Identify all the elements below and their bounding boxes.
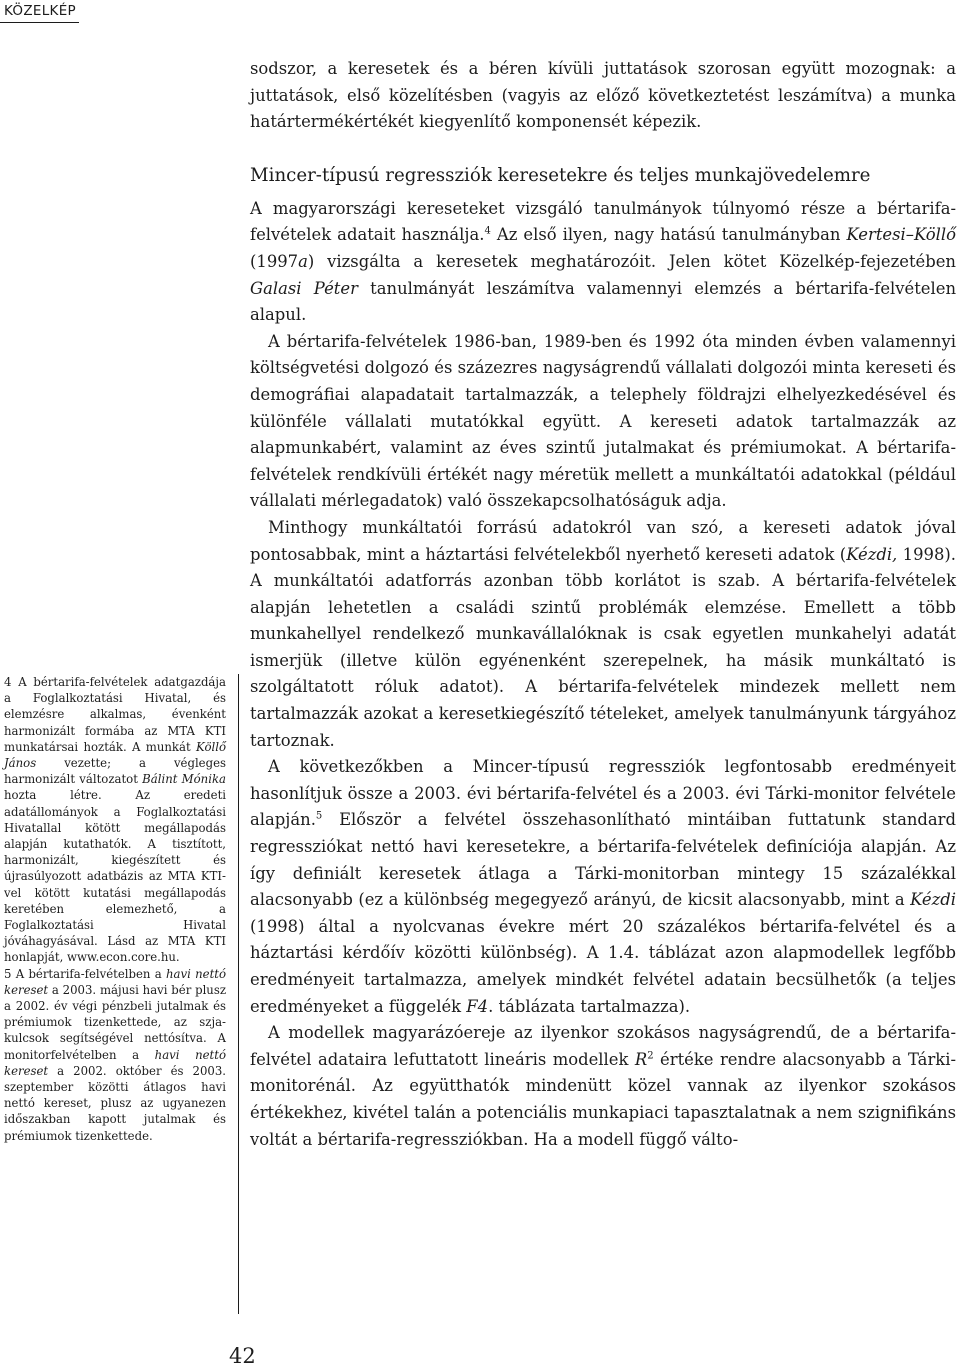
p4-table-ref: F4 — [466, 996, 489, 1016]
p3-author-kezdi: Kézdi, — [846, 544, 898, 564]
header-rule — [0, 22, 79, 23]
p5-r-symbol: R — [634, 1049, 648, 1069]
p1-text-c: (1997 — [250, 251, 299, 271]
p1-text-e: tanulmányát leszámítva valamennyi elemzés a bértarifa-felvételen alapul. — [250, 278, 956, 325]
p1-author-galasi: Galasi Péter — [250, 278, 358, 298]
footnote-4-text-a: A bértarifa-felvételek adatgazdája a Foglalkoztatási Hivatal, és elemzésre alkalmas, évenként harmonizált formába az MTA KTI munkatársai hozták. A munkát — [4, 675, 226, 754]
footnote-4-name-b: Bálint Mónika — [142, 772, 226, 787]
p1-text-d: ) vizsgálta a keresetek meghatározóit. Jelen kötet Közelkép-fejezetében — [307, 251, 956, 271]
footnote-5-term-a: havi nettó kereset — [4, 966, 226, 997]
p5-r-squared: 2 — [647, 1050, 654, 1062]
paragraph-3 — [250, 515, 956, 754]
p4-author-kezdi: Kézdi — [910, 890, 956, 910]
footnote-4-text-b: vezette; a végleges harmonizált változatot — [4, 756, 226, 787]
footnote-5-text-b: a 2003. májusi havi bér plusz a 2002. év végi pénzbeli jutalmak és prémiumok tizenkettede, az szja-kulcsok segítségével nettósítva. A monitorfelvételben a — [4, 982, 226, 1062]
paragraph-5 — [250, 1020, 956, 1153]
footnote-ref-4: 4 — [484, 225, 491, 237]
footnotes-column — [4, 674, 226, 1144]
paragraph-4 — [250, 754, 956, 1020]
footnote-5-term-b: havi nettó kereset — [4, 1047, 226, 1078]
footnote-4 — [4, 674, 226, 966]
p3-text-b: 1998). A munkáltatói adatforrás azonban több korlátot is szab. A bértarifa-felvételek alapján lehetetlen a családi szintű problémák elemzése. Emellett a több munkahellyel rendelkező munkavállalóknak is csak egyetlen munkahelyi adatát ismerjük (illetve külön egyénenként szerepelnek, ha másik munkáltató is szolgáltatott róluk adatot). A bértarifa-felvételek mindezek mellett nem tartalmazzák azokat a keresetkiegészítő tételeket, amelyek tanulmányunk tárgyához tartoznak. — [250, 544, 956, 750]
p1-author-ref: Kertesi–Köllő — [846, 225, 956, 245]
p1-text-b: Az első ilyen, nagy hatású tanulmányban — [490, 225, 847, 245]
footnote-5-text-a: A bértarifa-felvételben a — [11, 966, 166, 981]
footnote-5 — [4, 966, 226, 1144]
footnote-4-name-a: Köllő János — [4, 739, 226, 771]
footnote-4-text-c: hozta létre. Az eredeti adatállományok a Foglalkoztatási Hivatallal kötött megállapodás alapján kutathatók. A tisztított, harmonizált, kiegészített és újrasúlyozott adatbázis az MTA KTI-vel kötött kutatási megállapodás keretében elemezhető, a Foglalkoztatási Hivatal jóváhagyásával. Lásd az MTA KTI honlapját, www.econ.core.hu. — [4, 788, 226, 965]
p4-text-a: A következőkben a Mincer-típusú regressziók legfontosabb eredményeit hasonlítjuk össze a 2003. évi bértarifa-felvétel és a 2003. évi Tárki-monitor felvétele alapján. — [250, 757, 956, 830]
p4-text-d: . táblázata tartalmazza). — [488, 996, 691, 1016]
p3-text-a: Minthogy munkáltatói forrású adatokról van szó, a kereseti adatok jóval pontosabbak, mint a háztartási felvételekből nyerhető kereseti adatok ( — [250, 517, 956, 564]
p5-text-b: értéke rendre alacsonyabb a Tárki-monitorénál. Az együtthatók mindenütt közel vannak az ilyenkor szokásos értékekhez, kivétel talán a potenciális munkapiaci tapasztalatnak a nem szignifikáns voltát a bértarifa-regressziókban. Ha a modell függő válto- — [250, 1049, 956, 1149]
intro-paragraph: sodszor, a keresetek és a béren kívüli juttatások szorosan együtt mozognak: a juttatások, első közelítésben (vagyis az előző következtetést leszámítva) a munka határtermékértékét kiegyenlítő komponensét képezik. — [250, 59, 956, 132]
p1-text-a: A magyarországi kereseteket vizsgáló tanulmányok túlnyomó része a bértarifa-felvételek adatait használja. — [250, 198, 956, 245]
paragraph-1 — [250, 196, 956, 329]
footnote-5-number: 5 — [4, 966, 12, 981]
section-heading: Mincer-típusú regressziók keresetekre és teljes munkajövedelemre — [250, 164, 871, 186]
column-divider — [238, 674, 239, 1314]
p4-text-b: Először a felvétel összehasonlítható mintáiban futtatunk standard regressziókat nettó havi keresetekre, a bértarifa-felvételek definíciója alapján. Az így definiált keresetek átlaga a Tárki-monitorban mintegy 15 százalékkal alacsonyabb (ez a különbség megegyező arányú, de kicsit alacsonyabb, mint a — [250, 810, 956, 910]
p4-text-c: (1998) által a nyolcvanas évekre mért 20 százalékos bértarifa-felvétel és a háztartási kérdőív közötti különbség). A 1.4. táblázat azon alapmodellek legfőbb eredményeit tartalmazza, amelyek mindkét felvétel adatain becsülhetők (a teljes eredményeket a függelék — [250, 916, 956, 1016]
p1-year-suffix: a — [298, 251, 308, 271]
paragraph-2: A bértarifa-felvételek 1986-ban, 1989-ben és 1992 óta minden évben valamennyi költségvetési dolgozó és százezres nagyságrendű vállalati dolgozói minta kereseti és demográfiai alapadatait tartalmazzák, a telephely földrajzi elhelyezkedésével és különféle vállalati mutatókkal együtt. A kereseti adatok tartalmazzák az alapmunkabért, valamint az éves szintű jutalmakat és prémiumokat. A bértarifa-felvételek rendkívüli értékét nagy méretük mellett a munkáltatói adatokkal (például vállalati mérlegadatok) való összekapcsolhatóságuk adja. — [250, 331, 956, 511]
main-text-column — [250, 56, 956, 1153]
section-label: KÖZELKÉP — [4, 3, 76, 19]
page-number: 42 — [229, 1344, 256, 1368]
footnote-ref-5: 5 — [315, 810, 323, 822]
p5-text-a: A modellek magyarázóereje az ilyenkor szokásos nagyságrendű, de a bértarifa-felvétel adataira lefuttatott lineáris modellek — [250, 1023, 956, 1069]
footnote-4-number: 4 — [4, 675, 12, 689]
footnote-5-text-c: a 2002. október és 2003. szeptember közötti átlagos havi nettó kereset, plusz az ugyanezen időszakban kapott jutalmak és prémiumok tizenkettede. — [4, 1063, 226, 1143]
